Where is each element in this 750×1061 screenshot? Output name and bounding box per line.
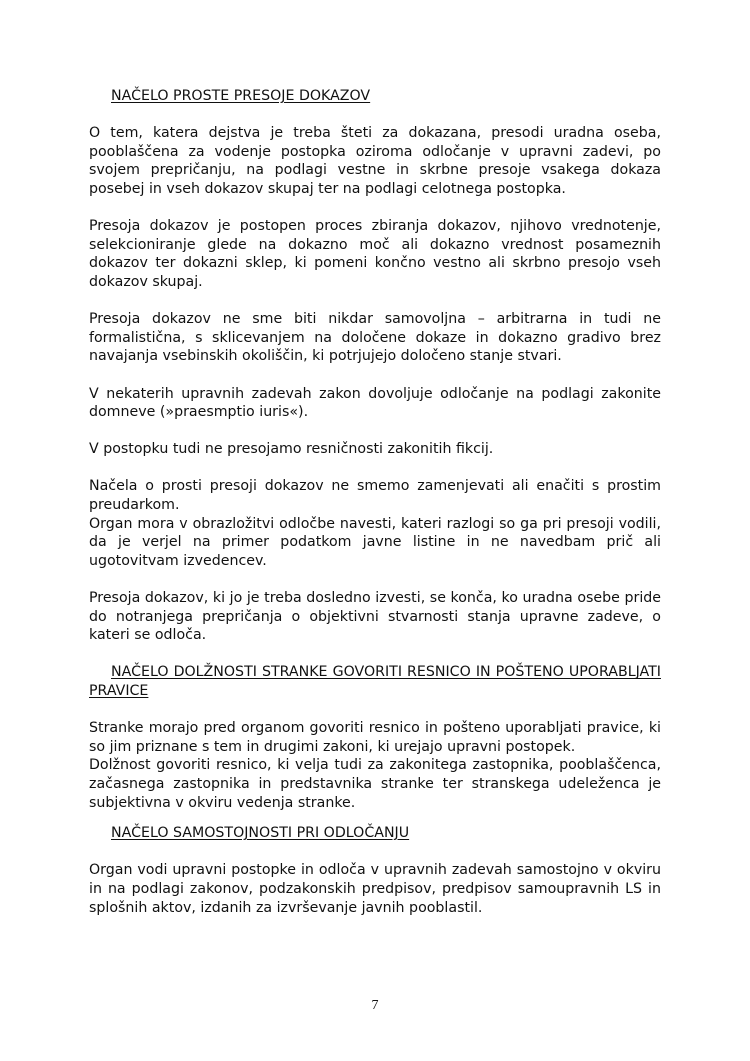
paragraph: V postopku tudi ne presojamo resničnosti zakonitih fikcij. <box>89 441 494 458</box>
paragraph: Presoja dokazov, ki jo je treba dosledno izvesti, se konča, ko uradna osebe pride do notranjega prepričanja o objektivni stvarnosti stanja upravne zadeve, o kateri se odloča. <box>89 590 661 644</box>
section-heading-duty-truth: NAČELO DOLŽNOSTI STRANKE GOVORITI RESNICO IN POŠTENO UPORABLJATI PRAVICE <box>89 664 661 699</box>
paragraph: V nekaterih upravnih zadevah zakon dovoljuje odločanje na podlagi zakonite domneve (»praesmptio iuris«). <box>89 385 661 421</box>
paragraph: Načela o prosti presoji dokazov ne smemo zamenjevati ali enačiti s prostim preudarkom. <box>89 478 661 514</box>
paragraph: Presoja dokazov je postopen proces zbiranja dokazov, njihovo vrednotenje, selekcioniranje glede na dokazno moč ali dokazno vrednost posameznih dokazov ter dokazni sklep, ki pomeni končno vestno ali skrbno presojo vseh dokazov skupaj. <box>89 218 661 290</box>
paragraph: Organ mora v obrazložitvi odločbe navesti, kateri razlogi so ga pri presoji vodili, da je verjel na primer podatkom javne listine in ne navedbam prič ali ugotovitvam izvedencev. <box>89 515 661 569</box>
paragraph: Stranke morajo pred organom govoriti resnico in pošteno uporabljati pravice, ki so jim priznane s tem in drugimi zakoni, ki urejajo upravni postopek. <box>89 720 661 755</box>
page-number: 7 <box>371 998 379 1013</box>
paragraph: Organ vodi upravni postopke in odloča v upravnih zadevah samostojno v okviru in na podlagi zakonov, podzakonskih predpisov, predpisov samoupravnih LS in splošnih aktov, izdanih za izvrševanje javnih pooblastil. <box>89 862 661 916</box>
paragraph: Dolžnost govoriti resnico, ki velja tudi za zakonitega zastopnika, pooblaščenca, začasnega zastopnika in predstavnika stranke ter stranskega udeleženca je subjektivna v okviru vedenja stranke. <box>89 757 661 811</box>
paragraph: O tem, katera dejstva je treba šteti za dokazana, presodi uradna oseba, pooblaščena za vodenje postopka oziroma odločanje v upravni zadevi, po svojem prepričanju, na podlagi vestne in skrbne presoje vsakega dokaza posebej in vseh dokazov skupaj ter na podlagi celotnega postopka. <box>89 125 661 197</box>
paragraph: Presoja dokazov ne sme biti nikdar samovoljna – arbitrarna in tudi ne formalistična, s sklicevanjem na določene dokaze in dokazno gradivo brez navajanja vsebinskih okoliščin, ki potrjujejo določeno stanje stvari. <box>89 311 661 365</box>
document-page <box>89 87 661 917</box>
section-heading-free-evaluation: NAČELO PROSTE PRESOJE DOKAZOV <box>111 88 371 104</box>
section-heading-independence: NAČELO SAMOSTOJNOSTI PRI ODLOČANJU <box>111 825 410 842</box>
